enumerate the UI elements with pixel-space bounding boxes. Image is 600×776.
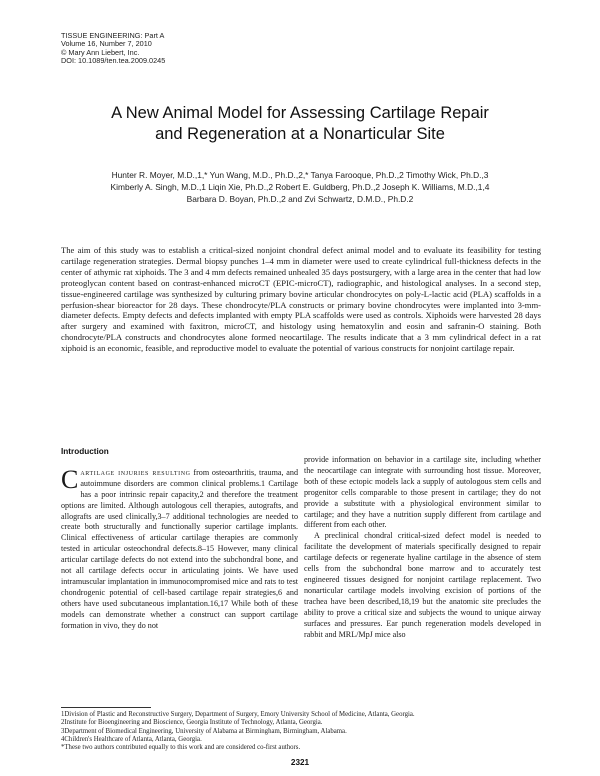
author-list [40, 169, 560, 205]
footnote-5: *These two authors contributed equally to this work and are considered co-first authors. [61, 744, 301, 752]
abstract: The aim of this study was to establish a critical-sized nonjoint chondral defect animal model and to evaluate its feasibility for testing cartilage regeneration strategies. Dermal biopsy punches 1–4 mm in diameter were used to create cylindrical full-thickness defects in the center of athymic rat xiphoids. The 3 and 4 mm defects remained unhealed 35 days postsurgery, with a large area in the center that had low proteoglycan content based on contrast-enhanced microCT (EPIC-microCT), radiographic, and histological analyses. In a second step, tissue-engineered cartilage was synthesized by culturing primary bovine articular chondrocytes on poly-L-lactic acid (PLA) scaffolds in a perfusion-shear bioreactor for 28 days. These chondrocyte/PLA constructs or primary bovine chondrocytes were implanted into 3-mm-diameter defects. Empty defects and defects implanted with empty PLA scaffolds were used as controls. Xiphoids were harvested 28 days after surgery and examined with faxitron, microCT, and histology using hematoxylin and eosin and safranin-O staining. Both chondrocyte/PLA constructs and chondrocytes alone formed neocartilage. The results indicate that a 3 mm cylindrical defect in a rat xiphoid is an economic, feasible, and reproductive model to evaluate the potential of various constructs for nonjoint cartilage repair. [61, 245, 541, 354]
lead-in-smallcaps: artilage injuries resulting [80, 467, 191, 477]
footnote-3: 3Department of Biomedical Engineering, University of Alabama at Birmingham, Birmingham, Alabama. [61, 727, 347, 735]
journal-header [61, 32, 311, 66]
footnote-divider [61, 707, 151, 708]
intro-paragraph-2: A preclinical chondral critical-sized defect model is needed to facilitate the development of materials specifically designed to repair cartilage defects or regenerate hyaline cartilage in the absence of stem cells from the subchondral bone marrow and to accurately test engineered tissues designed for nonjoint cartilage replacement. Two nonarticular cartilage models involving excision of portions of the trachea have been described,18,19 but the anatomic site precludes the ability to prove a critical size and subjects the wound to unique airway surfaces and pressures. Ear punch regeneration models developed in rabbit and MRL/MpJ mice also [304, 531, 541, 639]
journal-name: TISSUE ENGINEERING: Part A [61, 31, 165, 40]
title-line-1: A New Animal Model for Assessing Cartilage Repair [111, 104, 489, 122]
section-heading-introduction: Introduction [61, 447, 109, 456]
intro-text-left: from osteoarthritis, trauma, and autoimmune disorders are common clinical problems.1 Cartilage has a poor intrinsic repair capacity,2 and therefore the treatment options are limited. Although autologous cell therapies, autografts, and allografts are used clinically,3–7 additional technologies are needed to create both structurally and functionally superior cartilage implants. Clinical effectiveness of articular cartilage therapies are commonly tested in articular osteochondral defects.8–15 However, many clinical articular cartilage defects do not extend into the subchondral bone, and not all cartilage defects occur in articulating joints. We have used intramuscular implantation in immunocompromised mice and rats to test chondrogenic potential of cell-based cartilage repair strategies,6 and others have used subcutaneous implantation.16,17 While both of these models can demonstrate whether a construct can support cartilage formation in vivo, they do not [61, 467, 298, 630]
footnote-4: 4Children's Healthcare of Atlanta, Atlanta, Georgia. [61, 735, 202, 743]
authors-line-1: Hunter R. Moyer, M.D.,1,* Yun Wang, M.D., Ph.D.,2,* Tanya Farooque, Ph.D.,2 Timothy Wick, Ph.D.,3 [111, 170, 489, 180]
intro-left-column [61, 447, 298, 632]
title-line-2: and Regeneration at a Nonarticular Site [155, 125, 445, 143]
footnote-2: 2Institute for Bioengineering and Bioscience, Georgia Institute of Technology, Atlanta, Georgia. [61, 719, 323, 727]
journal-copyright: © Mary Ann Liebert, Inc. [61, 47, 140, 57]
footnote-1: 1Division of Plastic and Reconstructive Surgery, Department of Surgery, Emory University School of Medicine, Atlanta, Georgia. [61, 711, 415, 718]
journal-volume: Volume 16, Number 7, 2010 [61, 39, 152, 49]
page-number: 2321 [290, 758, 310, 767]
article-title [40, 103, 560, 145]
intro-paragraph-cont: provide information on behavior in a cartilage site, including whether the neocartilage can integrate with surrounding host tissue. Moreover, both of these ectopic models lack a supply of autologous stem cells and progenitor cells comparable to those present in cartilage; they do not provide a substitute with a physiological environment similar to cartilage; and they have a nutrition supply different from cartilage and different from each other. [304, 455, 541, 530]
intro-paragraph-1 [61, 464, 298, 632]
authors-line-2: Kimberly A. Singh, M.D.,1 Liqin Xie, Ph.D.,2 Robert E. Guldberg, Ph.D.,2 Joseph K. Williams, M.D.,1,4 [110, 182, 490, 192]
drop-cap: C [61, 464, 79, 494]
intro-right-column [304, 455, 541, 640]
authors-line-3: Barbara D. Boyan, Ph.D.,2 and Zvi Schwartz, D.M.D., Ph.D.2 [186, 194, 414, 204]
journal-doi: DOI: 10.1089/ten.tea.2009.0245 [61, 56, 166, 66]
footnotes [61, 711, 541, 752]
